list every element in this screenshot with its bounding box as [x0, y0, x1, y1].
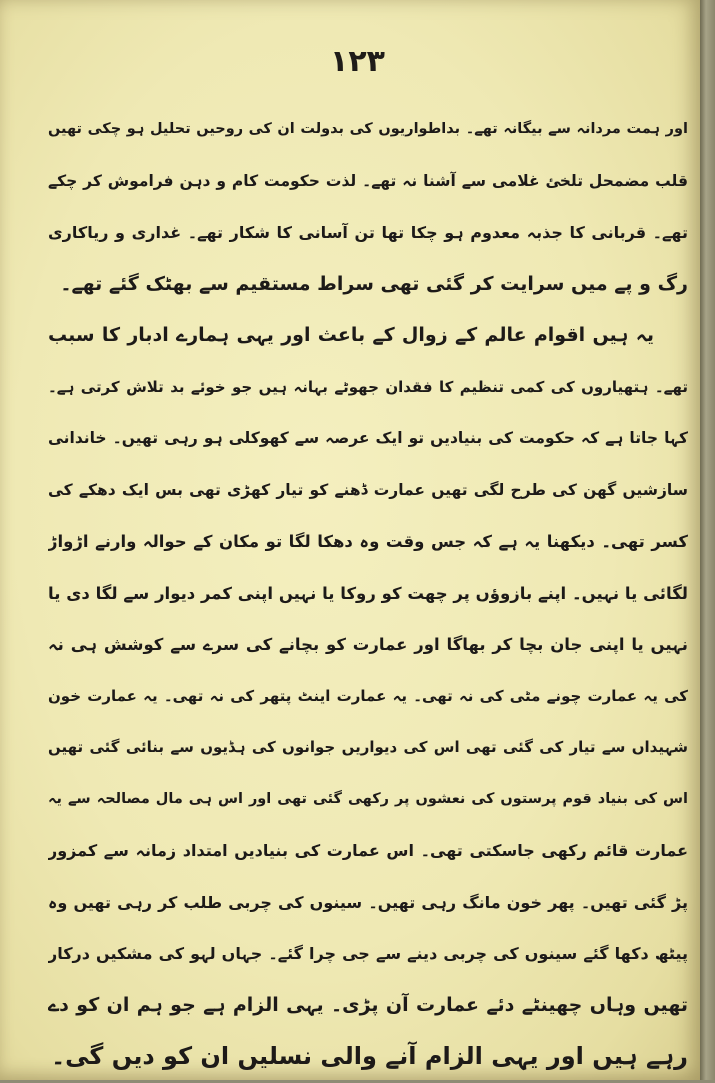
text-line: یہ ہیں اقوام عالم کے زوال کے باعث اور یہی ہمارے ادبار کا سبب — [48, 324, 654, 346]
text-line: اس کی بنیاد قوم پرستوں کی نعشوں پر رکھی گئی تھی اور اس ہی مال مصالحہ سے یہ — [48, 790, 688, 807]
page-number: ۱۲۳ — [330, 44, 385, 79]
text-line: تھے۔ ہتھیاروں کی کمی تنظیم کا فقدان جھوٹے بہانہ ہیں جو خوئے بد تلاش کرتی ہے۔ — [48, 377, 688, 396]
text-line: کسر تھی۔ دیکھنا یہ ہے کہ جس وقت وہ دھکا لگا تو مکان کے حوالہ وارنے اڑواڑ — [48, 532, 688, 551]
text-line: رگ و پے میں سرایت کر گئی تھی سراط مستقیم سے بھٹک گئے تھے۔ — [60, 272, 688, 295]
text-line: تھیں وہاں چھینٹے دئے عمارت آن پڑی۔ یہی الزام ہے جو ہم ان کو دے — [48, 993, 688, 1016]
text-line: شہیداں سے تیار کی گئی تھی اس کی دیواریں جوانوں کی ہڈیوں سے بنائی گئی تھیں — [48, 738, 688, 756]
text-line: سازشیں گھن کی طرح لگی تھیں عمارت ڈھنے کو تیار کھڑی تھی بس ایک دھکے کی — [48, 480, 688, 499]
text-line: عمارت قائم رکھی جاسکتی تھی۔ اس عمارت کی بنیادیں امتداد زمانہ سے کمزور — [48, 841, 688, 860]
text-line: لگائی یا نہیں۔ اپنے بازوؤں پر چھت کو روکا یا نہیں اپنی کمر دیوار سے لگا دی یا — [48, 583, 688, 603]
book-spine-edge — [700, 0, 715, 1080]
body-text — [48, 104, 688, 1083]
text-line: پڑ گئی تھیں۔ پھر خون مانگ رہی تھیں۔ سینوں کی چربی طلب کر رہی تھیں وہ — [48, 892, 688, 912]
text-line: قلب مضمحل تلخئ غلامی سے آشنا نہ تھے۔ لذت حکومت کام و دہن فراموش کر چکے — [48, 171, 688, 190]
text-line: نہیں یا اپنی جان بچا کر بھاگا اور عمارت کو بچانے کی سرے سے کوشش ہی نہ — [48, 635, 688, 654]
text-line: رہے ہیں اور یہی الزام آنے والی نسلیں ان کو دیں گی۔ — [51, 1042, 688, 1070]
text-line: تھے۔ قربانی کا جذبہ معدوم ہو چکا تھا تن آسانی کا شکار تھے۔ غداری و ریاکاری — [48, 223, 688, 242]
text-line: کہا جاتا ہے کہ حکومت کی بنیادیں تو ایک عرصہ سے کھوکلی ہو رہی تھیں۔ خاندانی — [48, 429, 688, 447]
text-line: پیٹھ دکھا گئے سینوں کی چربی دینے سے جی چرا گئے۔ جہاں لہو کی مشکیں درکار — [48, 944, 688, 963]
text-line: اور ہمت مردانہ سے بیگانہ تھے۔ بداطواریوں کی بدولت ان کی روحیں تحلیل ہو چکی تھیں — [48, 121, 688, 137]
text-line: کی یہ عمارت چونے مٹی کی نہ تھی۔ یہ عمارت اینٹ پتھر کی نہ تھی۔ یہ عمارت خون — [48, 686, 688, 705]
